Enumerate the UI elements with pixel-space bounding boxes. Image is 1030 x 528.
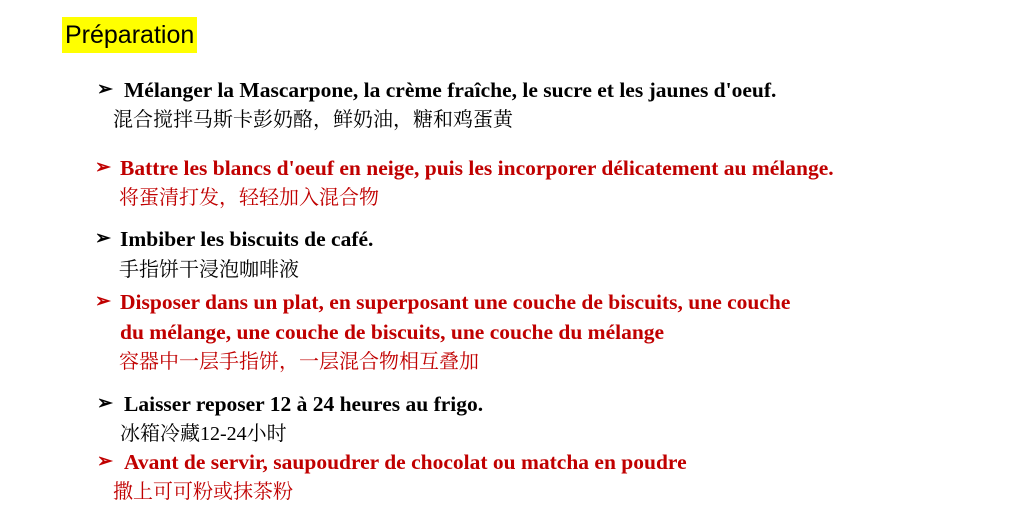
step-6-french: Avant de servir, saupoudrer de chocolat ou matcha en poudre	[124, 450, 687, 474]
step-1-french: Mélanger la Mascarpone, la crème fraîche, le sucre et les jaunes d'oeuf.	[124, 78, 777, 102]
step-4-french-line-1: Disposer dans un plat, en superposant une couche de biscuits, une couche	[120, 290, 791, 314]
arrow-bullet-icon: ➢	[95, 157, 111, 178]
step-5-chinese: 冰箱冷藏12-24小时	[120, 423, 287, 445]
step-1-chinese: 混合搅拌马斯卡彭奶酪，鲜奶油，糖和鸡蛋黄	[113, 109, 513, 131]
step-6-chinese: 撒上可可粉或抹茶粉	[113, 481, 293, 503]
step-3-french: Imbiber les biscuits de café.	[120, 227, 374, 251]
step-4-chinese: 容器中一层手指饼，一层混合物相互叠加	[119, 351, 479, 373]
arrow-bullet-icon: ➢	[95, 228, 111, 249]
step-4-french-line-2: du mélange, une couche de biscuits, une couche du mélange	[120, 320, 665, 344]
step-5-french: Laisser reposer 12 à 24 heures au frigo.	[124, 392, 484, 416]
page-title: Préparation	[62, 17, 197, 53]
step-2-chinese: 将蛋清打发，轻轻加入混合物	[119, 187, 379, 209]
step-3-chinese: 手指饼干浸泡咖啡液	[119, 259, 299, 281]
arrow-bullet-icon: ➢	[97, 79, 113, 100]
arrow-bullet-icon: ➢	[97, 451, 113, 472]
arrow-bullet-icon: ➢	[95, 291, 111, 312]
arrow-bullet-icon: ➢	[97, 393, 113, 414]
step-2-french: Battre les blancs d'oeuf en neige, puis les incorporer délicatement au mélange.	[120, 156, 834, 180]
